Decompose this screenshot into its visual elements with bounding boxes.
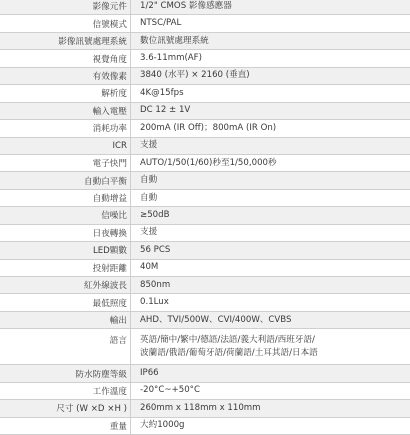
spec-label: 投射距離: [0, 260, 131, 276]
spec-row: [0, 15, 410, 32]
spec-label: 自動白平衡: [0, 172, 131, 188]
spec-label: 輸入電壓: [0, 103, 131, 119]
spec-label: LED顆數: [0, 242, 131, 258]
spec-value: [131, 242, 410, 258]
spec-value-line: 850nm: [140, 279, 171, 290]
spec-row: [0, 365, 410, 382]
spec-label: 消耗功率: [0, 120, 131, 136]
spec-value-line: 支援: [140, 227, 158, 238]
spec-row: [0, 138, 410, 155]
spec-row: [0, 418, 410, 435]
spec-value-line: 3840 (水平) × 2160 (垂直): [140, 70, 250, 81]
spec-label: 影像元件: [0, 0, 131, 14]
spec-value: [131, 0, 410, 14]
spec-row: [0, 33, 410, 50]
spec-value: [131, 312, 410, 328]
spec-value-line: DC 12 ± 1V: [140, 105, 191, 116]
spec-value: [131, 15, 410, 31]
spec-value: [131, 383, 410, 399]
spec-value-line: 數位訊號處理系統: [140, 35, 209, 46]
spec-value: [131, 365, 410, 381]
spec-value-line: IP66: [140, 368, 159, 379]
spec-value-line: ≥50dB: [140, 209, 170, 220]
spec-row: [0, 172, 410, 189]
spec-value-line: 波蘭語/俄語/葡萄牙語/荷蘭語/土耳其語/日本語: [140, 347, 318, 358]
spec-label: 視覺角度: [0, 50, 131, 66]
spec-row: [0, 85, 410, 102]
spec-label: 信噪比: [0, 207, 131, 223]
spec-row: [0, 400, 410, 417]
spec-row: [0, 207, 410, 224]
spec-value: [131, 277, 410, 293]
spec-label: 電子快門: [0, 155, 131, 171]
spec-value-line: 支援: [140, 140, 158, 151]
spec-row: [0, 312, 410, 329]
spec-value: [131, 33, 410, 49]
spec-value-line: 自動: [140, 192, 158, 203]
spec-value: [131, 68, 410, 84]
spec-row: [0, 68, 410, 85]
spec-value-line: 40M: [140, 262, 159, 273]
spec-value: [131, 418, 410, 434]
spec-row: [0, 120, 410, 137]
spec-value-line: 大約1000g: [140, 420, 185, 431]
spec-label: 輸出: [0, 312, 131, 328]
spec-value-line: AUTO/1/50(1/60)秒至1/50,000秒: [140, 157, 277, 168]
spec-value: [131, 172, 410, 188]
spec-row: [0, 0, 410, 15]
spec-value-line: 1/2" CMOS 影像感應器: [140, 0, 232, 11]
spec-value-line: 260mm x 118mm x 110mm: [140, 402, 261, 413]
spec-label: 尺寸 (W ×D ×H ): [0, 400, 131, 416]
spec-row: [0, 190, 410, 207]
spec-value-line: 自動: [140, 175, 158, 186]
spec-row: [0, 277, 410, 294]
spec-row: [0, 225, 410, 242]
spec-label: ICR: [0, 138, 131, 154]
spec-label: 工作溫度: [0, 383, 131, 399]
spec-value-line: 3.6-11mm(AF): [140, 53, 202, 64]
spec-label: 重量: [0, 418, 131, 434]
spec-value-line: -20°C~+50°C: [140, 385, 200, 396]
spec-value: [131, 138, 410, 154]
spec-label: 有效像素: [0, 68, 131, 84]
spec-value: [131, 103, 410, 119]
spec-label: 日夜轉換: [0, 225, 131, 241]
spec-row: [0, 242, 410, 259]
spec-value: [131, 294, 410, 310]
spec-value-line: NTSC/PAL: [140, 18, 182, 29]
spec-row: [0, 329, 410, 365]
spec-value-line: 0.1Lux: [140, 297, 169, 308]
spec-label: 解析度: [0, 85, 131, 101]
spec-row: [0, 50, 410, 67]
spec-label: 語言: [0, 329, 131, 364]
spec-value-line: 4K@15fps: [140, 87, 184, 98]
spec-value: [131, 207, 410, 223]
spec-value: [131, 329, 410, 364]
spec-value: [131, 225, 410, 241]
spec-label: 防水防塵等級: [0, 365, 131, 381]
spec-row: [0, 260, 410, 277]
spec-label: 自動增益: [0, 190, 131, 206]
spec-row: [0, 383, 410, 400]
spec-value-line: 56 PCS: [140, 244, 171, 255]
spec-row: [0, 155, 410, 172]
spec-value: [131, 155, 410, 171]
spec-value-line: 英語/簡中/繁中/德語/法語/義大利語/西班牙語/: [140, 334, 315, 345]
spec-value: [131, 120, 410, 136]
spec-value-line: 200mA (IR Off)；800mA (IR On): [140, 122, 277, 133]
spec-value: [131, 50, 410, 66]
spec-value: [131, 400, 410, 416]
spec-row: [0, 294, 410, 311]
spec-label: 影像訊號處理系統: [0, 33, 131, 49]
spec-value: [131, 190, 410, 206]
spec-value: [131, 260, 410, 276]
spec-label: 紅外線波長: [0, 277, 131, 293]
spec-value-line: AHD、TVI/500W、CVI/400W、CVBS: [140, 314, 292, 325]
spec-label: 信號模式: [0, 15, 131, 31]
spec-row: [0, 103, 410, 120]
spec-value: [131, 85, 410, 101]
spec-label: 最低照度: [0, 294, 131, 310]
